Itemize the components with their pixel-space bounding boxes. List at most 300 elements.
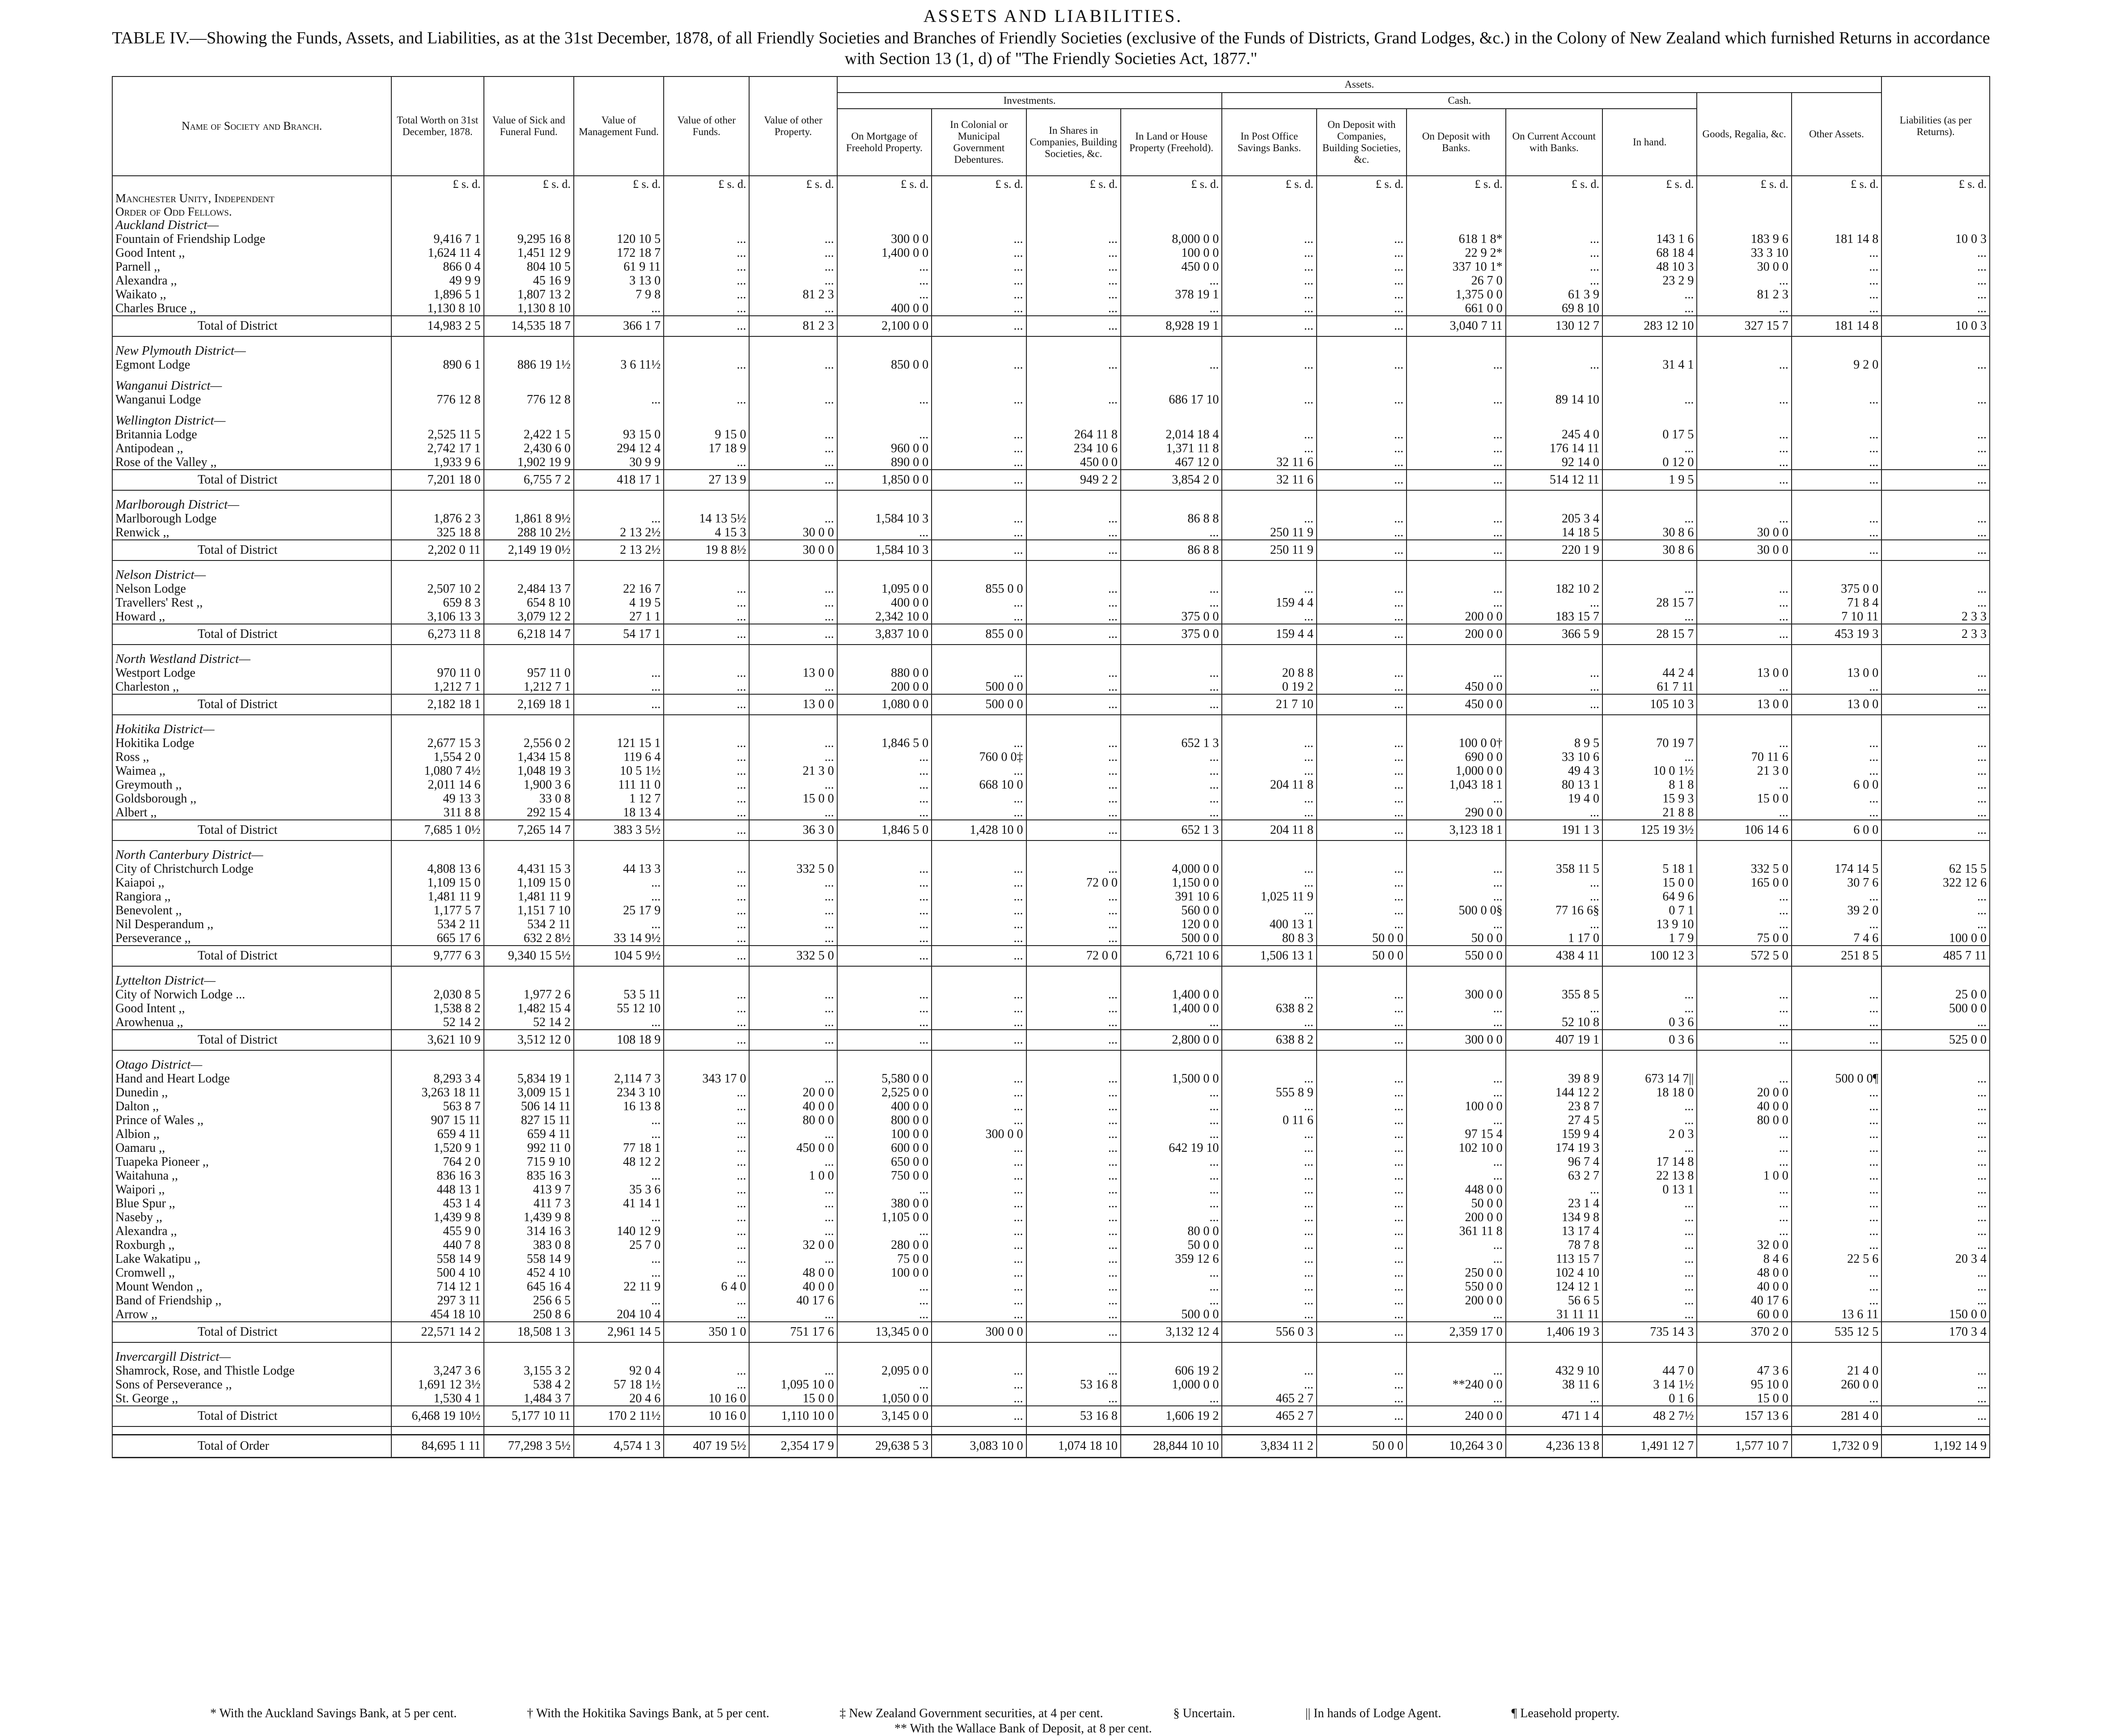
value-cell: 21 8 8 (1602, 806, 1697, 820)
total-cell: 5,177 10 11 (484, 1406, 574, 1426)
spacer-cell (1121, 490, 1222, 498)
value-cell: ... (664, 1238, 749, 1252)
units-cell: £ s. d. (1222, 176, 1316, 191)
spacer-cell (484, 715, 574, 722)
value-cell: 89 14 10 (1506, 393, 1602, 407)
value-cell: 111 11 0 (574, 778, 664, 792)
spacer-cell (932, 1426, 1026, 1435)
value-cell: 992 11 0 (484, 1141, 574, 1155)
empty-cell (484, 848, 574, 862)
total-cell: 2 13 2½ (574, 540, 664, 560)
value-cell: 380 0 0 (837, 1197, 932, 1210)
value-cell: 355 8 5 (1506, 988, 1602, 1002)
lodge-row (112, 904, 1990, 917)
value-cell: 9,416 7 1 (391, 232, 483, 246)
value-cell: ... (749, 1015, 837, 1030)
lodge-row (112, 736, 1990, 750)
value-cell: ... (1317, 792, 1407, 806)
spacer-cell (664, 966, 749, 974)
empty-cell (1602, 191, 1697, 205)
value-cell: ... (1407, 596, 1505, 610)
value-cell: ... (1222, 232, 1316, 246)
spacer-cell (1407, 966, 1505, 974)
value-cell: 78 7 8 (1506, 1238, 1602, 1252)
value-cell: 63 2 7 (1506, 1169, 1602, 1183)
spacer-cell (932, 966, 1026, 974)
spacer-row (112, 560, 1990, 568)
lodge-row (112, 1364, 1990, 1378)
spacer-cell (837, 715, 932, 722)
value-cell: 1,000 0 0 (1121, 1378, 1222, 1392)
value-cell: 17 18 9 (664, 441, 749, 455)
value-cell: ... (1792, 1294, 1881, 1307)
spacer-row (112, 490, 1990, 498)
spacer-cell (932, 840, 1026, 848)
district-name: North Canterbury District— (112, 848, 391, 862)
empty-cell (1602, 652, 1697, 666)
spacer-cell (1317, 645, 1407, 652)
value-cell: 4,808 13 6 (391, 862, 483, 876)
value-cell: ... (1506, 1183, 1602, 1197)
total-cell: 6,721 10 6 (1121, 946, 1222, 966)
value-cell: 50 0 0 (1407, 931, 1505, 946)
empty-cell (391, 344, 483, 358)
value-cell: ... (1697, 806, 1791, 820)
spacer-cell (664, 560, 749, 568)
spacer-cell (749, 560, 837, 568)
value-cell: ... (1222, 1015, 1316, 1030)
value-cell: ... (1317, 358, 1407, 372)
value-cell: ... (932, 862, 1026, 876)
value-cell: ... (749, 260, 837, 274)
value-cell: 10 5 1½ (574, 764, 664, 778)
value-cell: ... (1026, 1072, 1121, 1086)
total-cell: ... (837, 946, 932, 966)
district-heading-row (112, 1058, 1990, 1072)
empty-cell (1121, 848, 1222, 862)
value-cell: ... (1407, 1252, 1505, 1266)
value-cell: ... (574, 1294, 664, 1307)
total-cell: 19 8 8½ (664, 540, 749, 560)
empty-cell (391, 414, 483, 428)
value-cell: 176 14 11 (1506, 441, 1602, 455)
empty-cell (574, 498, 664, 512)
value-cell: ... (1881, 582, 1990, 596)
value-cell: 53 5 11 (574, 988, 664, 1002)
header-deposit-banks: On Deposit with Banks. (1407, 109, 1505, 176)
total-cell: 54 17 1 (574, 624, 664, 645)
empty-cell (1881, 498, 1990, 512)
value-cell: ... (1506, 358, 1602, 372)
value-cell: 1,807 13 2 (484, 288, 574, 301)
units-cell: £ s. d. (1697, 176, 1791, 191)
value-cell: ... (1317, 1169, 1407, 1183)
total-cell: 130 12 7 (1506, 316, 1602, 336)
empty-cell (1792, 848, 1881, 862)
value-cell: 0 11 6 (1222, 1113, 1316, 1127)
value-cell: 40 0 0 (1697, 1099, 1791, 1113)
total-cell: ... (1026, 1030, 1121, 1050)
spacer-cell (391, 840, 483, 848)
total-cell: 30 8 6 (1602, 540, 1697, 560)
empty-cell (837, 1058, 932, 1072)
value-cell: ... (1881, 358, 1990, 372)
value-cell: ... (1881, 1224, 1990, 1238)
value-cell: ... (1222, 1141, 1316, 1155)
value-cell: 52 14 2 (391, 1015, 483, 1030)
value-cell: 48 0 0 (1697, 1266, 1791, 1280)
value-cell: ... (664, 750, 749, 764)
value-cell: 100 0 0 (1121, 246, 1222, 260)
total-cell: 200 0 0 (1407, 624, 1505, 645)
spacer-cell (391, 372, 483, 379)
value-cell: 10 0 3 (1881, 232, 1990, 246)
value-cell: ... (837, 931, 932, 946)
value-cell: 47 3 6 (1697, 1364, 1791, 1378)
empty-cell (749, 974, 837, 988)
empty-cell (1407, 652, 1505, 666)
lodge-row (112, 988, 1990, 1002)
value-cell: ... (1602, 1266, 1697, 1280)
spacer-cell (749, 1426, 837, 1435)
value-cell: 314 16 3 (484, 1224, 574, 1238)
empty-cell (484, 191, 574, 205)
value-cell: ... (1407, 862, 1505, 876)
lodge-name: Oamaru ,, (112, 1141, 391, 1155)
value-cell: ... (1697, 1141, 1791, 1155)
value-cell: 2,525 11 5 (391, 428, 483, 441)
value-cell: ... (1407, 1364, 1505, 1378)
value-cell: 44 2 4 (1602, 666, 1697, 680)
value-cell: ... (837, 806, 932, 820)
spacer-cell (932, 645, 1026, 652)
value-cell: 3,263 18 11 (391, 1086, 483, 1099)
value-cell: ... (1407, 917, 1505, 931)
footnotes (210, 1706, 1999, 1736)
value-cell: 2,095 0 0 (837, 1364, 932, 1378)
order-total-cell: 1,577 10 7 (1697, 1435, 1791, 1458)
order-total-cell: 3,834 11 2 (1222, 1435, 1316, 1458)
value-cell: ... (1317, 778, 1407, 792)
value-cell: ... (1026, 526, 1121, 540)
value-cell: ... (1881, 526, 1990, 540)
value-cell: 80 0 0 (1121, 1224, 1222, 1238)
lodge-row (112, 1252, 1990, 1266)
value-cell: 40 0 0 (749, 1280, 837, 1294)
empty-cell (484, 344, 574, 358)
empty-cell (932, 379, 1026, 393)
value-cell: 19 4 0 (1506, 792, 1602, 806)
value-cell: ... (932, 1015, 1026, 1030)
value-cell: ... (932, 526, 1026, 540)
spacer-cell (749, 1342, 837, 1350)
total-cell: 550 0 0 (1407, 946, 1505, 966)
value-cell: 1 7 9 (1602, 931, 1697, 946)
total-cell: 7,201 18 0 (391, 470, 483, 490)
empty-cell (1026, 1350, 1121, 1364)
value-cell: 450 0 0 (1121, 260, 1222, 274)
spacer-cell (1222, 715, 1316, 722)
value-cell: ... (837, 778, 932, 792)
district-total-row (112, 1406, 1990, 1426)
total-cell: 32 11 6 (1222, 470, 1316, 490)
value-cell: 4 15 3 (664, 526, 749, 540)
order-total-cell: 4,236 13 8 (1506, 1435, 1602, 1458)
value-cell: ... (1881, 750, 1990, 764)
spacer-cell (391, 715, 483, 722)
value-cell: 13 17 4 (1506, 1224, 1602, 1238)
order-total-cell: 1,192 14 9 (1881, 1435, 1990, 1458)
spacer-cell (1121, 372, 1222, 379)
value-cell: ... (1317, 1224, 1407, 1238)
value-cell: ... (1697, 680, 1791, 694)
value-cell: ... (574, 1169, 664, 1183)
value-cell: ... (574, 890, 664, 904)
value-cell: 234 3 10 (574, 1086, 664, 1099)
value-cell: ... (1026, 582, 1121, 596)
header-liabilities: Liabilities (as per Returns). (1881, 76, 1990, 176)
lodge-name: Waipori ,, (112, 1183, 391, 1197)
value-cell: ... (1222, 1197, 1316, 1210)
value-cell: ... (932, 428, 1026, 441)
value-cell: ... (1222, 1224, 1316, 1238)
value-cell: ... (1506, 917, 1602, 931)
spacer-cell (1317, 1342, 1407, 1350)
value-cell: ... (1121, 301, 1222, 316)
empty-cell (664, 1058, 749, 1072)
value-cell: ... (1317, 764, 1407, 778)
value-cell: ... (1407, 1307, 1505, 1322)
spacer-cell (574, 840, 664, 848)
spacer-cell (574, 645, 664, 652)
empty-cell (1222, 848, 1316, 862)
value-cell: 375 0 0 (1121, 610, 1222, 624)
empty-cell (574, 568, 664, 582)
spacer-cell (391, 1050, 483, 1058)
spacer-cell (1317, 407, 1407, 414)
value-cell: ... (1792, 455, 1881, 470)
value-cell: 50 0 0 (1407, 1197, 1505, 1210)
value-cell: ... (1121, 1197, 1222, 1210)
spacer-cell (574, 560, 664, 568)
total-cell: 3,132 12 4 (1121, 1322, 1222, 1342)
value-cell: ... (1026, 1392, 1121, 1406)
spacer-cell (932, 560, 1026, 568)
empty-cell (1407, 344, 1505, 358)
spacer-cell (1121, 560, 1222, 568)
spacer-cell (1602, 1426, 1697, 1435)
value-cell: 750 0 0 (837, 1169, 932, 1183)
lodge-name: Naseby ,, (112, 1210, 391, 1224)
district-name: New Plymouth District— (112, 344, 391, 358)
total-cell: ... (1881, 1406, 1990, 1426)
header-assets: Assets. (837, 76, 1881, 93)
value-cell: 62 15 5 (1881, 862, 1990, 876)
lodge-name: Lake Wakatipu ,, (112, 1252, 391, 1266)
value-cell: 95 10 0 (1697, 1378, 1791, 1392)
lodge-name: Perseverance ,, (112, 931, 391, 946)
lodge-row (112, 441, 1990, 455)
spacer-cell (484, 966, 574, 974)
value-cell: 2,342 10 0 (837, 610, 932, 624)
value-cell: ... (574, 1252, 664, 1266)
value-cell: ... (1697, 904, 1791, 917)
lodge-name: Dunedin ,, (112, 1086, 391, 1099)
value-cell: ... (837, 428, 932, 441)
value-cell: 400 0 0 (837, 596, 932, 610)
value-cell: 9,295 16 8 (484, 232, 574, 246)
value-cell: 2,742 17 1 (391, 441, 483, 455)
lodge-row (112, 274, 1990, 288)
empty-cell (1222, 652, 1316, 666)
empty-cell (1407, 498, 1505, 512)
value-cell: 413 9 7 (484, 1183, 574, 1197)
order-total-cell: 407 19 5½ (664, 1435, 749, 1458)
value-cell: 61 7 11 (1602, 680, 1697, 694)
total-cell: ... (1697, 470, 1791, 490)
value-cell: ... (574, 917, 664, 931)
value-cell: 453 1 4 (391, 1197, 483, 1210)
value-cell: ... (1697, 301, 1791, 316)
value-cell: ... (837, 1378, 932, 1392)
value-cell: 2,556 0 2 (484, 736, 574, 750)
empty-cell (837, 379, 932, 393)
value-cell: ... (1222, 1183, 1316, 1197)
spacer-cell (112, 560, 391, 568)
value-cell: ... (1881, 1392, 1990, 1406)
value-cell: ... (932, 876, 1026, 890)
value-cell: 22 13 8 (1602, 1169, 1697, 1183)
district-heading-row (112, 1350, 1990, 1364)
value-cell: 22 9 2* (1407, 246, 1505, 260)
spacer-cell (112, 336, 391, 344)
spacer-row (112, 407, 1990, 414)
value-cell: 391 10 6 (1121, 890, 1222, 904)
value-cell: ... (664, 1183, 749, 1197)
spacer-cell (574, 1342, 664, 1350)
empty-cell (664, 568, 749, 582)
value-cell: 880 0 0 (837, 666, 932, 680)
total-cell: ... (1407, 540, 1505, 560)
value-cell: ... (1121, 806, 1222, 820)
value-cell: ... (1697, 1072, 1791, 1086)
lodge-row (112, 1197, 1990, 1210)
spacer-cell (484, 645, 574, 652)
empty-cell (932, 205, 1026, 218)
value-cell: ... (664, 1169, 749, 1183)
value-cell: ... (664, 1210, 749, 1224)
value-cell: 1,400 0 0 (837, 246, 932, 260)
empty-cell (1317, 652, 1407, 666)
value-cell: 260 0 0 (1792, 1378, 1881, 1392)
spacer-cell (837, 1050, 932, 1058)
value-cell: ... (1026, 890, 1121, 904)
total-cell: 471 1 4 (1506, 1406, 1602, 1426)
value-cell: ... (1317, 1307, 1407, 1322)
lodge-name: Mount Wendon ,, (112, 1280, 391, 1294)
lodge-name: Sons of Perseverance ,, (112, 1378, 391, 1392)
value-cell: ... (574, 1266, 664, 1280)
spacer-cell (1792, 336, 1881, 344)
value-cell: ... (1506, 1392, 1602, 1406)
table-body (112, 176, 1990, 1458)
empty-cell (1697, 344, 1791, 358)
value-cell: ... (932, 792, 1026, 806)
spacer-cell (1602, 407, 1697, 414)
value-cell: ... (932, 1210, 1026, 1224)
total-cell: 21 7 10 (1222, 694, 1316, 715)
total-cell: 251 8 5 (1792, 946, 1881, 966)
total-cell: 1,850 0 0 (837, 470, 932, 490)
value-cell: ... (1792, 1280, 1881, 1294)
footnote: || In hands of Lodge Agent. (1305, 1706, 1441, 1720)
value-cell: ... (749, 301, 837, 316)
empty-cell (1506, 191, 1602, 205)
value-cell: ... (1407, 393, 1505, 407)
total-cell: 438 4 11 (1506, 946, 1602, 966)
value-cell: 500 0 0 (1881, 1002, 1990, 1015)
value-cell: ... (1792, 792, 1881, 806)
lodge-name: Charles Bruce ,, (112, 301, 391, 316)
value-cell: ... (664, 876, 749, 890)
total-label: Total of District (112, 540, 391, 560)
value-cell: ... (1026, 931, 1121, 946)
spacer-cell (574, 407, 664, 414)
spacer-cell (664, 490, 749, 498)
spacer-cell (1407, 715, 1505, 722)
spacer-cell (1026, 1342, 1121, 1350)
empty-cell (1792, 414, 1881, 428)
district-heading-row (112, 848, 1990, 862)
empty-cell (1222, 1058, 1316, 1072)
value-cell: ... (837, 917, 932, 931)
value-cell: ... (1407, 1086, 1505, 1099)
value-cell: ... (837, 890, 932, 904)
value-cell: ... (1317, 301, 1407, 316)
value-cell: ... (1602, 512, 1697, 526)
value-cell: 77 16 6§ (1506, 904, 1602, 917)
value-cell: ... (932, 764, 1026, 778)
value-cell: 61 3 9 (1506, 288, 1602, 301)
value-cell: 555 8 9 (1222, 1086, 1316, 1099)
value-cell: ... (932, 1238, 1026, 1252)
lodge-row (112, 1127, 1990, 1141)
empty-cell (1026, 191, 1121, 205)
spacer-cell (1222, 372, 1316, 379)
empty-cell (1506, 848, 1602, 862)
value-cell: ... (1881, 904, 1990, 917)
spacer-cell (1697, 966, 1791, 974)
spacer-cell (1602, 715, 1697, 722)
value-cell: 375 0 0 (1792, 582, 1881, 596)
spacer-cell (112, 645, 391, 652)
footnote: * With the Auckland Savings Bank, at 5 per cent. (210, 1706, 457, 1720)
total-cell: 6,468 19 10½ (391, 1406, 483, 1426)
empty-cell (391, 191, 483, 205)
value-cell: 183 9 6 (1697, 232, 1791, 246)
empty-cell (1222, 568, 1316, 582)
value-cell: ... (664, 1127, 749, 1141)
value-cell: 332 5 0 (749, 862, 837, 876)
value-cell: ... (1317, 1127, 1407, 1141)
lodge-name: Band of Friendship ,, (112, 1294, 391, 1307)
value-cell: 8,293 3 4 (391, 1072, 483, 1086)
empty-cell (932, 218, 1026, 232)
lodge-name: Greymouth ,, (112, 778, 391, 792)
units-cell: £ s. d. (1506, 176, 1602, 191)
value-cell: ... (1506, 806, 1602, 820)
value-cell: ... (1026, 1015, 1121, 1030)
